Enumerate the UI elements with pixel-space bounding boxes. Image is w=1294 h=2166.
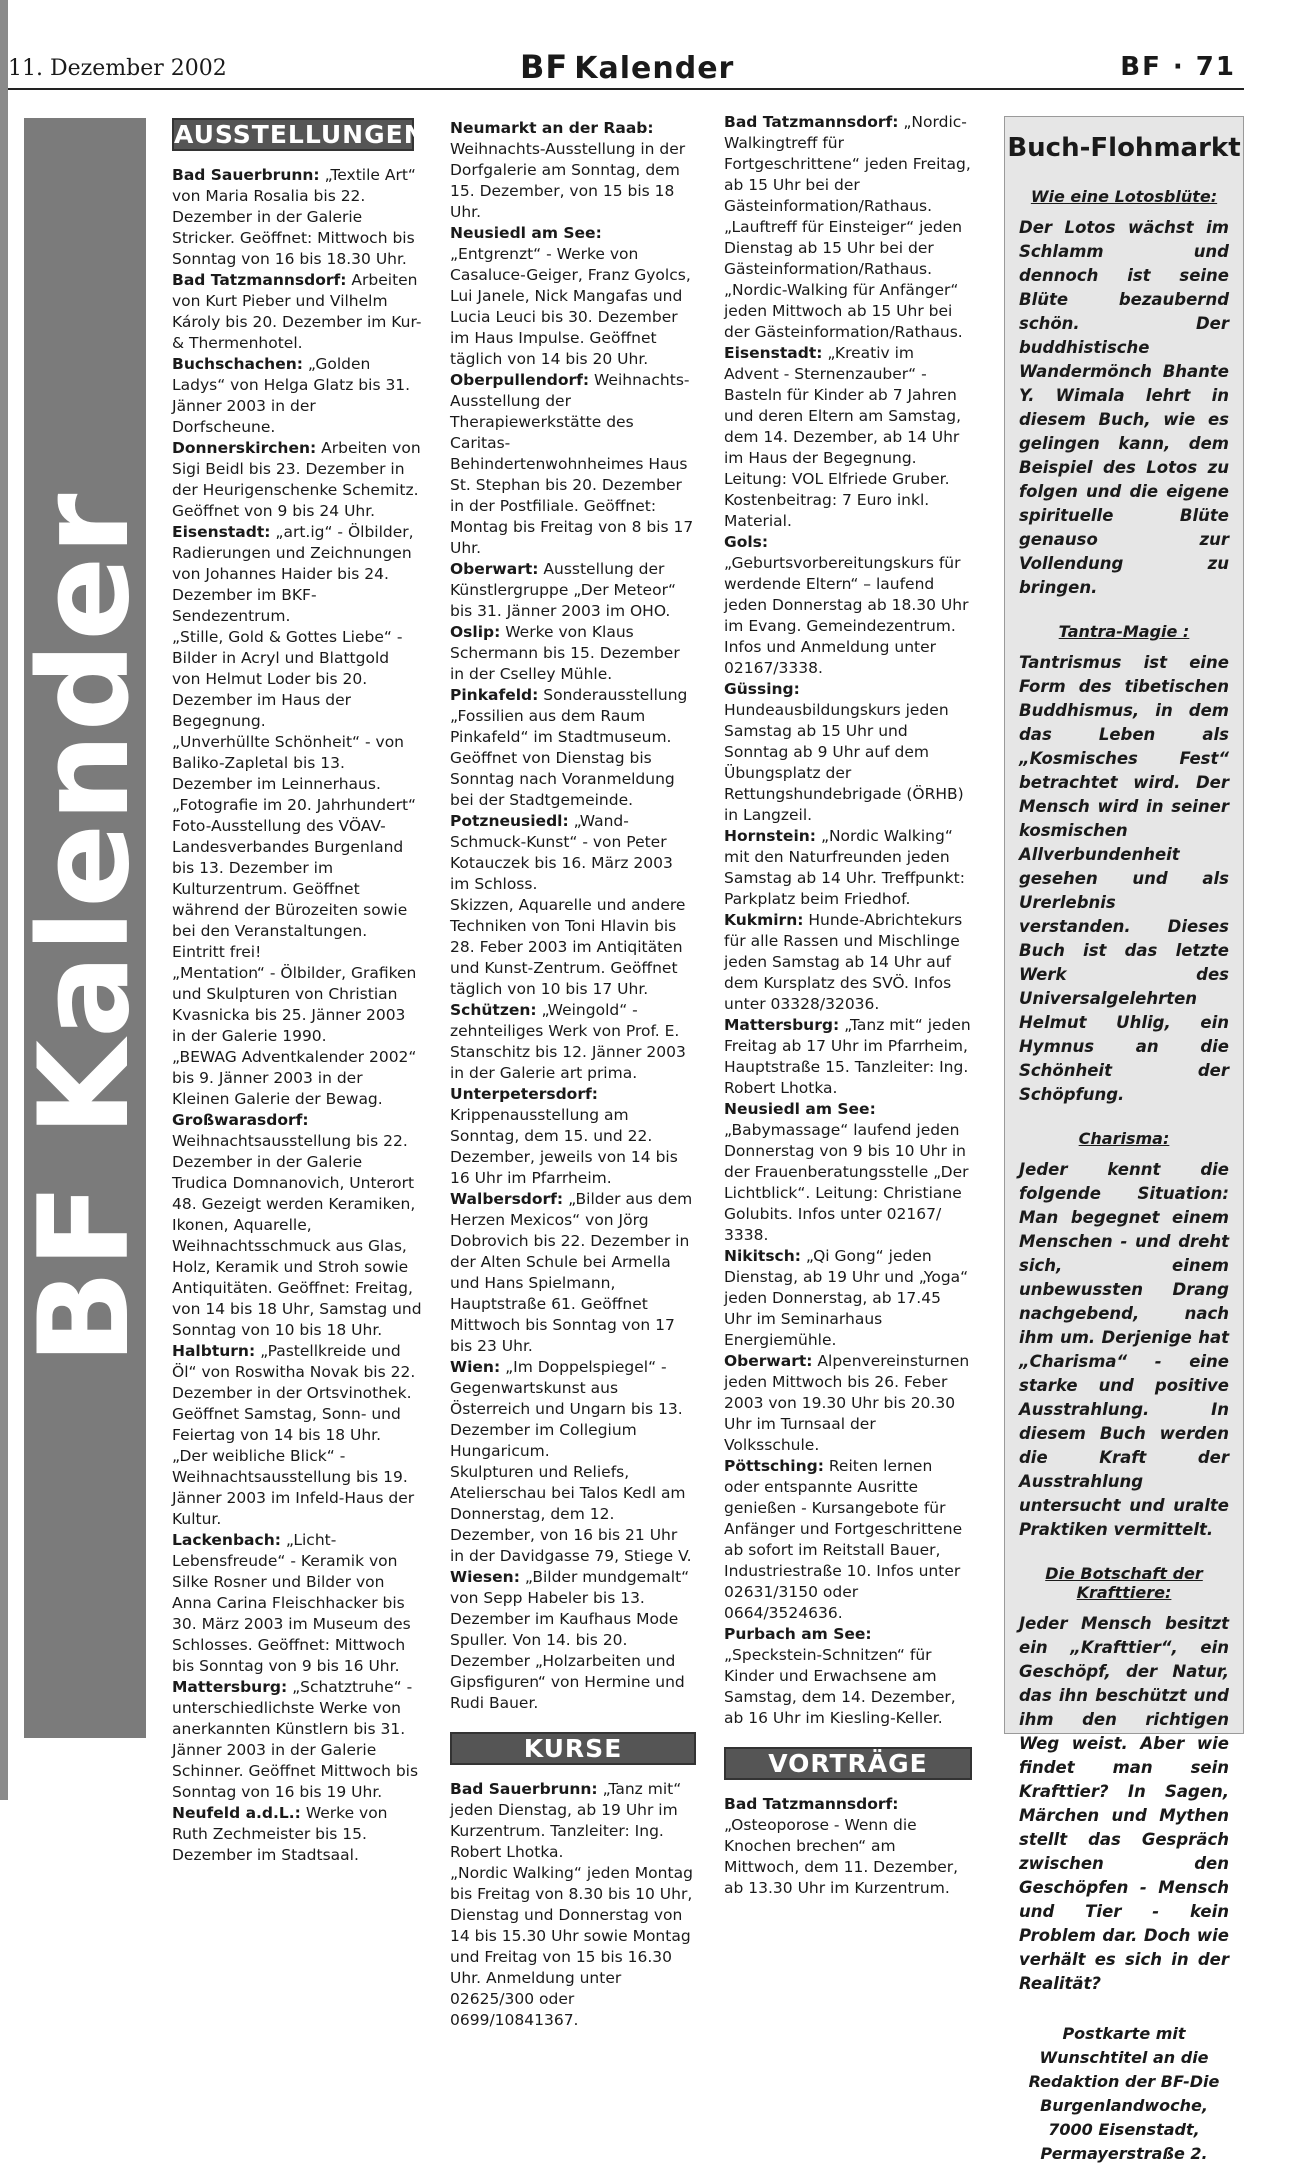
calendar-entry — [724, 1456, 972, 1624]
calendar-entry — [450, 1357, 696, 1462]
calendar-entry — [450, 1863, 696, 2031]
buchflohmarkt-box — [1004, 116, 1244, 2163]
calendar-entry — [450, 1779, 696, 1863]
vortraege-list — [724, 1794, 972, 1899]
entry-text: „Mentation“ - Ölbilder, Grafiken und Skulpturen von Christian Kvasnicka bis 25. Jänner 2003 in der Galerie 1990. — [172, 964, 417, 1045]
calendar-entry — [450, 811, 696, 895]
book-description: Jeder Mensch besitzt ein „Krafttier“, ein Geschöpf, der Natur, das ihn beschützt und ihm den richtigen Weg weist. Aber wie findet man sein Krafttier? In Sagen, Märchen und Mythen stellt das Gespräch zwischen den Geschöpfen - Mensch und Tier - kein Problem dar. Doch wie verhält es sich in der Realität? — [1019, 1614, 1229, 1993]
entry-text: Weihnachts-Ausstellung in der Dorfgalerie am Sonntag, dem 15. Dezember, von 15 bis 18 Uhr. — [450, 140, 686, 221]
vortraege-heading: VORTRÄGE — [724, 1747, 972, 1780]
calendar-entry — [172, 1341, 422, 1446]
calendar-entry — [724, 826, 972, 910]
entry-text: Alpenvereinsturnen jeden Mittwoch bis 26. Feber 2003 von 19.30 Uhr bis 20.30 Uhr im Turnsaal der Volksschule. — [724, 1352, 970, 1454]
entry-text: „BEWAG Adventkalender 2002“ bis 9. Jänner 2003 in der Kleinen Galerie der Bewag. — [172, 1048, 417, 1108]
kurse-list-continued — [724, 112, 972, 1729]
entry-text: Weihnachtsausstellung bis 22. Dezember in der Galerie Trudica Domnanovich, Unterort 48. Gezeigt werden Keramiken, Ikonen, Aquarelle, Weihnachtsschmuck aus Glas, Holz, Keramik und Stroh sowie Antiquitäten. Geöffnet: Freitag, von 14 bis 18 Uhr, Samstag und Sonntag von 10 bis 18 Uhr. — [172, 1132, 422, 1339]
header-divider — [8, 88, 1244, 90]
entry-text: Skulpturen und Reliefs, Atelierschau bei Talos Kedl am Donnerstag, dem 12. Dezember, von 16 bis 21 Uhr in der Davidgasse 79, Stiege V. — [450, 1463, 692, 1565]
calendar-entry — [172, 438, 422, 522]
calendar-entry — [450, 370, 696, 559]
entry-place: Mattersburg: — [172, 1678, 288, 1696]
buchflohmarkt-title: Buch-Flohmarkt — [1007, 133, 1241, 163]
entry-place: Oslip: — [450, 623, 501, 641]
column-1 — [172, 118, 426, 1866]
entry-place: Pöttsching: — [724, 1457, 824, 1475]
calendar-entry — [724, 532, 972, 679]
entry-text: Weihnachts-Ausstellung der Therapiewerkstätte des Caritas-Behindertenwohnheimes Haus St. Stephan bis 20. Dezember in der Postfiliale. Geöffnet: Montag bis Freitag von 8 bis 17 Uhr. — [450, 371, 694, 557]
calendar-entry — [450, 685, 696, 811]
calendar-entry — [450, 895, 696, 1000]
entry-place: Oberwart: — [724, 1352, 813, 1370]
book-description: Jeder kennt die folgende Situation: Man begegnet einem Menschen - und dreht sich, einem unbewussten Drang nachgebend, nach ihm um. Derjenige hat „Charisma“ - eine starke und positive Ausstrahlung. In diesem Buch werden die Kraft der Ausstrahlung untersucht und uralte Praktiken vermittelt. — [1019, 1160, 1229, 1539]
calendar-entry — [172, 795, 422, 963]
calendar-entry — [450, 1567, 696, 1714]
entry-text: „Golden Ladys“ von Helga Glatz bis 31. Jänner 2003 in der Dorfscheune. — [172, 355, 411, 436]
entry-text: „Speckstein-Schnitzen“ für Kinder und Erwachsene am Samstag, dem 14. Dezember, ab 16 Uhr im Kiesling-Keller. — [724, 1646, 956, 1727]
ausstellungen-list — [172, 165, 422, 1866]
calendar-entry — [172, 1110, 422, 1341]
calendar-entry — [172, 354, 422, 438]
section-title — [520, 48, 734, 86]
calendar-entry — [450, 622, 696, 685]
entry-text: „Bilder mundgemalt“ von Sepp Habeler bis 13. Dezember im Kaufhaus Mode Spuller. Von 14. bis 20. Dezember „Holzarbeiten und Gipsfiguren“ von Hermine und Rudi Bauer. — [450, 1568, 690, 1712]
entry-place: Güssing: — [724, 680, 800, 698]
entry-place: Eisenstadt: — [172, 523, 271, 541]
book-subtitle: Tantra-Magie : — [1058, 622, 1190, 641]
entry-text: „Entgrenzt“ - Werke von Casaluce-Geiger, Franz Gyolcs, Lui Janele, Nick Mangafas und Lucia Leuci bis 30. Dezember im Haus Impulse. Geöffnet täglich von 14 bis 20 Uhr. — [450, 245, 691, 368]
entry-place: Nikitsch: — [724, 1247, 801, 1265]
entry-text: „Pastellkreide und Öl“ von Roswitha Novak bis 22. Dezember in der Ortsvinothek. Geöffnet Samstag, Sonn- und Feiertag von 14 bis 18 Uhr. — [172, 1342, 416, 1444]
page-margin-bar — [0, 0, 8, 1800]
entry-text: „Weingold“ - zehnteiliges Werk von Prof. E. Stanschitz bis 12. Jänner 2003 in der Galerie art prima. — [450, 1001, 686, 1082]
entry-text: „Tanz mit“ jeden Freitag ab 17 Uhr im Pfarrheim, Hauptstraße 15. Tanzleiter: Ing. Robert Lhotka. — [724, 1016, 971, 1097]
entry-text: Krippenausstellung am Sonntag, dem 15. und 22. Dezember, jeweils von 14 bis 16 Uhr im Pfarrheim. — [450, 1106, 678, 1187]
entry-text: „Tanz mit“ jeden Dienstag, ab 19 Uhr im Kurzentrum. Tanzleiter: Ing. Robert Lhotka. — [450, 1780, 682, 1861]
entry-place: Neusiedl am See: — [724, 1100, 876, 1118]
entry-text: „Unverhüllte Schönheit“ - von Baliko-Zapletal bis 13. Dezember im Leinnerhaus. — [172, 733, 405, 793]
entry-text: Arbeiten von Kurt Pieber und Vilhelm Károly bis 20. Dezember im Kur- & Thermenhotel. — [172, 271, 422, 352]
entry-place: Neufeld a.d.L.: — [172, 1804, 301, 1822]
entry-place: Unterpetersdorf: — [450, 1085, 598, 1103]
calendar-entry — [172, 963, 422, 1047]
book-subtitle: Wie eine Lotosblüte: — [1030, 187, 1218, 206]
entry-text: Reiten lernen oder entspannte Ausritte genießen - Kursangebote für Anfänger und Fortgeschrittene ab sofort im Reitstall Bauer, Industriestraße 10. Infos unter 02631/3150 oder 0664/3524636. — [724, 1457, 963, 1622]
entry-text: „Qi Gong“ jeden Dienstag, ab 19 Uhr und „Yoga“ jeden Donnerstag, ab 17.45 Uhr im Seminarhaus Energiemühle. — [724, 1247, 969, 1349]
entry-place: Neusiedl am See: — [450, 224, 602, 242]
issue-date: 11. Dezember 2002 — [8, 56, 227, 81]
entry-place: Bad Tatzmannsdorf: — [724, 1795, 899, 1813]
calendar-entry — [172, 165, 422, 270]
entry-text: „Schatztruhe“ - unterschiedlichste Werke von anerkannten Künstlern bis 31. Jänner 2003 in der Galerie Schinner. Geöffnet Mittwoch bis Sonntag von 16 bis 19 Uhr. — [172, 1678, 419, 1801]
entry-text: „Nordic-Walkingtreff für Fortgeschrittene“ jeden Freitag, ab 15 Uhr bei der Gästeinformation/Rathaus. — [724, 113, 971, 215]
entry-place: Mattersburg: — [724, 1016, 840, 1034]
entry-place: Neumarkt an der Raab: — [450, 119, 654, 137]
entry-text: Hundeausbildungskurs jeden Samstag ab 15 Uhr und Sonntag ab 9 Uhr auf dem Übungsplatz der Rettungshundebrigade (ÖRHB) in Langzeil. — [724, 701, 964, 824]
book-subtitle: Charisma: — [1078, 1129, 1170, 1148]
calendar-entry — [724, 1624, 972, 1729]
calendar-entry — [450, 1000, 696, 1084]
entry-text: „Nordic Walking“ jeden Montag bis Freitag von 8.30 bis 10 Uhr, Dienstag und Donnerstag von 14 bis 15.30 Uhr sowie Montag und Freitag von 15 bis 16.30 Uhr. Anmeldung unter 02625/300 oder 0699/10841367. — [450, 1864, 693, 2029]
entry-place: Bad Tatzmannsdorf: — [724, 113, 899, 131]
entry-text: Werke von Klaus Schermann bis 15. Dezember in der Cselley Mühle. — [450, 623, 680, 683]
entry-text: Sonderausstellung „Fossilien aus dem Raum Pinkafeld“ im Stadtmuseum. Geöffnet von Dienstag bis Sonntag nach Voranmeldung bei der Stadtgemeinde. — [450, 686, 688, 809]
entry-text: „Nordic Walking“ mit den Naturfreunden jeden Samstag ab 14 Uhr. Treffpunkt: Parkplatz beim Friedhof. — [724, 827, 965, 908]
entry-text: „Wand-Schmuck-Kunst“ - von Peter Kotauczek bis 16. März 2003 im Schloss. — [450, 812, 673, 893]
ausstellungen-list-continued — [450, 118, 696, 1714]
calendar-entry — [724, 217, 972, 280]
entry-text: Skizzen, Aquarelle und andere Techniken von Toni Hlavin bis 28. Feber 2003 im Antiqitäten und Kunst-Zentrum. Geöffnet täglich von 10 bis 17 Uhr. — [450, 896, 686, 998]
calendar-entry — [450, 1084, 696, 1189]
book-description: Tantrismus ist eine Form des tibetischen Buddhismus, in dem das Leben als „Kosmisches Fest“ betrachtet wird. Der Mensch wird in seiner kosmischen Allverbundenheit gesehen und als Urerlebnis verstanden. Dieses Buch ist das letzte Werk des Universalgelehrten Helmut Uhlig, ein Hymnus an die Schönheit der Schöpfung. — [1019, 653, 1229, 1104]
column-2 — [450, 118, 696, 2031]
calendar-entry — [724, 343, 972, 532]
entry-place: Purbach am See: — [724, 1625, 872, 1643]
entry-place: Bad Sauerbrunn: — [172, 166, 320, 184]
calendar-entry — [172, 522, 422, 627]
entry-text: Werke von Ruth Zechmeister bis 15. Dezember im Stadtsaal. — [172, 1804, 388, 1864]
entry-text: „Babymassage“ laufend jeden Donnerstag von 9 bis 10 Uhr in der Frauenberatungsstelle „Der Lichtblick“. Leitung: Christiane Golubits. Infos unter 02167/ 3338. — [724, 1121, 969, 1244]
page-number: BF · 71 — [1120, 52, 1236, 82]
brand-logo: BF — [520, 48, 569, 86]
calendar-entry — [172, 1446, 422, 1530]
entry-text: „Kreativ im Advent - Sternenzauber“ - Basteln für Kinder ab 7 Jahren und deren Eltern am Samstag, dem 14. Dezember, ab 14 Uhr im Haus der Begegnung. Leitung: VOL Elfriede Gruber. Kostenbeitrag: 7 Euro inkl. Material. — [724, 344, 962, 530]
entry-place: Walbersdorf: — [450, 1190, 564, 1208]
ausstellungen-heading: AUSSTELLUNGEN — [174, 120, 426, 149]
entry-text: „Bilder aus dem Herzen Mexicos“ von Jörg Dobrovich bis 22. Dezember in der Alten Schule bei Armella und Hans Spielmann, Hauptstraße 61. Geöffnet Mittwoch bis Sonntag von 17 bis 23 Uhr. — [450, 1190, 693, 1355]
calendar-entry — [724, 1246, 972, 1351]
calendar-entry — [172, 1803, 422, 1866]
entry-place: Pinkafeld: — [450, 686, 539, 704]
calendar-entry — [172, 732, 422, 795]
calendar-entry — [724, 112, 972, 217]
entry-place: Wien: — [450, 1358, 501, 1376]
calendar-entry — [724, 1015, 972, 1099]
entry-place: Eisenstadt: — [724, 344, 823, 362]
entry-place: Donnerskirchen: — [172, 439, 317, 457]
calendar-entry — [450, 118, 696, 223]
calendar-entry — [724, 1351, 972, 1456]
book-subtitle: Die Botschaft der Krafttiere: — [1045, 1564, 1203, 1602]
calendar-entry — [724, 280, 972, 343]
entry-place: Potzneusiedl: — [450, 812, 569, 830]
calendar-entry — [450, 559, 696, 622]
entry-text: Hunde-Abrichtekurs für alle Rassen und Mischlinge jeden Samstag ab 14 Uhr auf dem Kursplatz des SVÖ. Infos unter 03328/32036. — [724, 911, 963, 1013]
calendar-entry — [450, 1462, 696, 1567]
entry-text: „Lauftreff für Einsteiger“ jeden Dienstag ab 15 Uhr bei der Gästeinformation/Rathaus. — [724, 218, 963, 278]
entry-place: Bad Sauerbrunn: — [450, 1780, 598, 1798]
entry-place: Kukmirn: — [724, 911, 804, 929]
entry-text: „Licht-Lebensfreude“ - Keramik von Silke Rosner und Bilder von Anna Carina Fleischhacker bis 30. März 2003 im Museum des Schlosses. Geöffnet: Mittwoch bis Sonntag von 9 bis 16 Uhr. — [172, 1531, 411, 1675]
kurse-list — [450, 1779, 696, 2031]
entry-text: Ausstellung der Künstlergruppe „Der Meteor“ bis 31. Jänner 2003 im OHO. — [450, 560, 676, 620]
entry-place: Oberpullendorf: — [450, 371, 590, 389]
entry-text: „Nordic-Walking für Anfänger“ jeden Mittwoch ab 15 Uhr bei der Gästeinformation/Rathaus. — [724, 281, 963, 341]
entry-text: „Textile Art“ von Maria Rosalia bis 22. Dezember in der Galerie Stricker. Geöffnet: Mittwoch bis Sonntag von 16 bis 18.30 Uhr. — [172, 166, 416, 268]
calendar-entry — [172, 1047, 422, 1110]
calendar-entry — [172, 1677, 422, 1803]
side-banner — [13, 118, 157, 1738]
entry-place: Gols: — [724, 533, 769, 551]
calendar-entry — [724, 679, 972, 826]
calendar-entry — [724, 910, 972, 1015]
entry-place: Buchschachen: — [172, 355, 303, 373]
entry-place: Lackenbach: — [172, 1531, 281, 1549]
book-sections — [1005, 187, 1243, 1996]
calendar-entry — [450, 1189, 696, 1357]
entry-place: Halbturn: — [172, 1342, 256, 1360]
calendar-entry — [172, 627, 422, 732]
entry-text: „Osteoporose - Wenn die Knochen brechen“ am Mittwoch, dem 11. Dezember, ab 13.30 Uhr im Kurzentrum. — [724, 1816, 959, 1897]
entry-text: „art.ig“ - Ölbilder, Radierungen und Zeichnungen von Johannes Haider bis 24. Dezember im BKF-Sendezentrum. — [172, 523, 414, 625]
calendar-entry — [172, 270, 422, 354]
entry-text: „Geburtsvorbereitungskurs für werdende Eltern“ – laufend jeden Donnerstag ab 18.30 Uhr im Evang. Gemeindezentrum. Infos und Anmeldung unter 02167/3338. — [724, 554, 969, 677]
calendar-entry — [724, 1794, 972, 1899]
calendar-entry — [450, 223, 696, 370]
calendar-entry — [172, 1530, 422, 1677]
entry-place: Schützen: — [450, 1001, 537, 1019]
calendar-entry — [724, 1099, 972, 1246]
entry-place: Großwarasdorf: — [172, 1111, 309, 1129]
entry-text: „Im Doppelspiegel“ - Gegenwartskunst aus Österreich und Ungarn bis 13. Dezember im Collegium Hungaricum. — [450, 1358, 683, 1460]
entry-place: Oberwart: — [450, 560, 539, 578]
entry-place: Bad Tatzmannsdorf: — [172, 271, 347, 289]
book-description: Der Lotos wächst im Schlamm und dennoch ist seine Blüte bezaubernd schön. Der buddhistische Wandermönch Bhante Y. Wimala lehrt in diesem Buch, wie es gelingen kann, dem Beispiel des Lotos zu folgen und die eigene spirituelle Blüte genauso zur Vollendung zu bringen. — [1019, 218, 1229, 597]
entry-text: „Der weibliche Blick“ - Weihnachtsausstellung bis 19. Jänner 2003 im Infeld-Haus der Kultur. — [172, 1447, 415, 1528]
entry-place: Wiesen: — [450, 1568, 520, 1586]
entry-text: „Fotografie im 20. Jahrhundert“ Foto-Ausstellung des VÖAV-Landesverbandes Burgenland bis 13. Dezember im Kulturzentrum. Geöffnet während der Bürozeiten sowie bei den Veranstaltungen. Eintritt frei! — [172, 796, 417, 961]
column-3 — [724, 112, 972, 1899]
buchflohmarkt-footer: Postkarte mit Wunschtitel an die Redaktion der BF-Die Burgenlandwoche, 7000 Eisenstadt, Permayerstraße 2. — [1028, 2024, 1220, 2163]
section-title-text: Kalender — [574, 51, 735, 86]
entry-text: Arbeiten von Sigi Beidl bis 23. Dezember in der Heurigenschenke Schemitz. Geöffnet von 9 bis 24 Uhr. — [172, 439, 421, 520]
entry-place: Hornstein: — [724, 827, 816, 845]
kurse-heading: KURSE — [450, 1732, 696, 1765]
side-banner-text: BF Kalender — [13, 491, 157, 1365]
entry-text: „Stille, Gold & Gottes Liebe“ - Bilder in Acryl und Blattgold von Helmut Loder bis 20. Dezember im Haus der Begegnung. — [172, 628, 403, 730]
